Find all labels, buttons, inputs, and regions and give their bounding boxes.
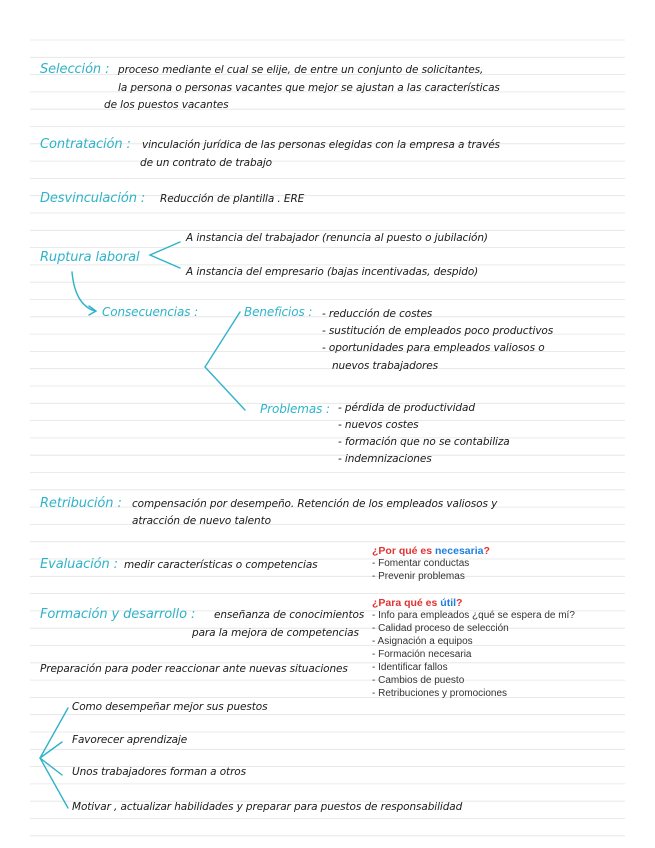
formacion-term: Formación y desarrollo : (40, 607, 196, 622)
evaluacion-question-prefix: ¿Por qué es (372, 545, 436, 557)
beneficios-term: Beneficios : (244, 305, 313, 319)
formacion-branch-1: Como desempeñar mejor sus puestos (72, 701, 268, 713)
evaluacion-text: medir características o competencias (124, 559, 318, 571)
retribucion-line-1: compensación por desempeño. Retención de los empleados valiosos y (132, 498, 498, 510)
formacion-item-5: - Identificar fallos (372, 662, 448, 673)
formacion-item-3: - Asignación a equipos (372, 636, 473, 647)
beneficios-item-2: - sustitución de empleados poco productivos (322, 325, 554, 337)
evaluacion-question-highlight: necesaria (435, 545, 484, 557)
contratacion-term: Contratación : (40, 137, 131, 152)
formacion-item-1: - Info para empleados ¿qué se espera de mí? (372, 610, 575, 621)
seleccion-term: Selección : (40, 62, 110, 77)
retribucion-line-2: atracción de nuevo talento (132, 515, 271, 527)
contratacion-line-2: de un contrato de trabajo (140, 157, 272, 169)
evaluacion-item-1: - Fomentar conductas (372, 558, 470, 569)
formacion-line-3: Preparación para poder reaccionar ante nuevas situaciones (40, 663, 348, 675)
formacion-question-suffix: ? (456, 597, 463, 609)
ruptura-branch-2: A instancia del empresario (bajas incentivadas, despido) (186, 266, 479, 278)
formacion-item-6: - Cambios de puesto (372, 675, 465, 686)
formacion-branch-4: Motivar , actualizar habilidades y preparar para puestos de responsabilidad (72, 801, 463, 813)
contratacion-line-1: vinculación jurídica de las personas elegidas con la empresa a través (142, 139, 500, 151)
formacion-branch-2: Favorecer aprendizaje (72, 734, 188, 746)
consecuencias-arrow-icon (72, 272, 95, 311)
problemas-item-3: - formación que no se contabiliza (338, 436, 510, 448)
consecuencias-term: Consecuencias : (102, 305, 199, 319)
beneficios-item-3: - oportunidades para empleados valiosos o (322, 342, 545, 354)
evaluacion-question (372, 545, 490, 557)
evaluacion-term: Evaluación : (40, 557, 118, 572)
formacion-item-2: - Calidad proceso de selección (372, 623, 509, 634)
desvinculacion-term: Desvinculación : (40, 191, 146, 206)
formacion-line-1: enseñanza de conocimientos (214, 609, 365, 621)
beneficios-item-4: nuevos trabajadores (332, 360, 438, 372)
ruptura-branch-1: A instancia del trabajador (renuncia al puesto o jubilación) (186, 232, 488, 244)
problemas-item-4: - indemnizaciones (338, 453, 432, 465)
problemas-term: Problemas : (260, 402, 330, 416)
formacion-item-7: - Retribuciones y promociones (372, 688, 508, 699)
formacion-bracket-icon (40, 708, 68, 808)
seleccion-line-2: la persona o personas vacantes que mejor se ajustan a las características (118, 82, 500, 94)
formacion-branch-3: Unos trabajadores forman a otros (72, 766, 246, 778)
ruptura-term: Ruptura laboral (40, 250, 140, 265)
retribucion-term: Retribución : (40, 496, 122, 511)
evaluacion-item-2: - Prevenir problemas (372, 571, 465, 582)
desvinculacion-text: Reducción de plantilla . ERE (160, 193, 305, 205)
formacion-question-highlight: útil (440, 597, 457, 609)
formacion-question (372, 597, 462, 609)
seleccion-line-3: de los puestos vacantes (104, 99, 229, 111)
formacion-question-prefix: ¿Para qué es (372, 597, 441, 609)
formacion-line-2: para la mejora de competencias (192, 627, 359, 639)
evaluacion-question-suffix: ? (483, 545, 490, 557)
consecuencias-bracket-icon (205, 312, 245, 410)
beneficios-item-1: - reducción de costes (322, 308, 433, 320)
seleccion-line-1: proceso mediante el cual se elije, de entre un conjunto de solicitantes, (118, 64, 484, 76)
formacion-item-4: - Formación necesaria (372, 649, 472, 660)
problemas-item-1: - pérdida de productividad (338, 402, 475, 414)
problemas-item-2: - nuevos costes (338, 419, 419, 431)
ruptura-bracket-icon (150, 242, 180, 268)
